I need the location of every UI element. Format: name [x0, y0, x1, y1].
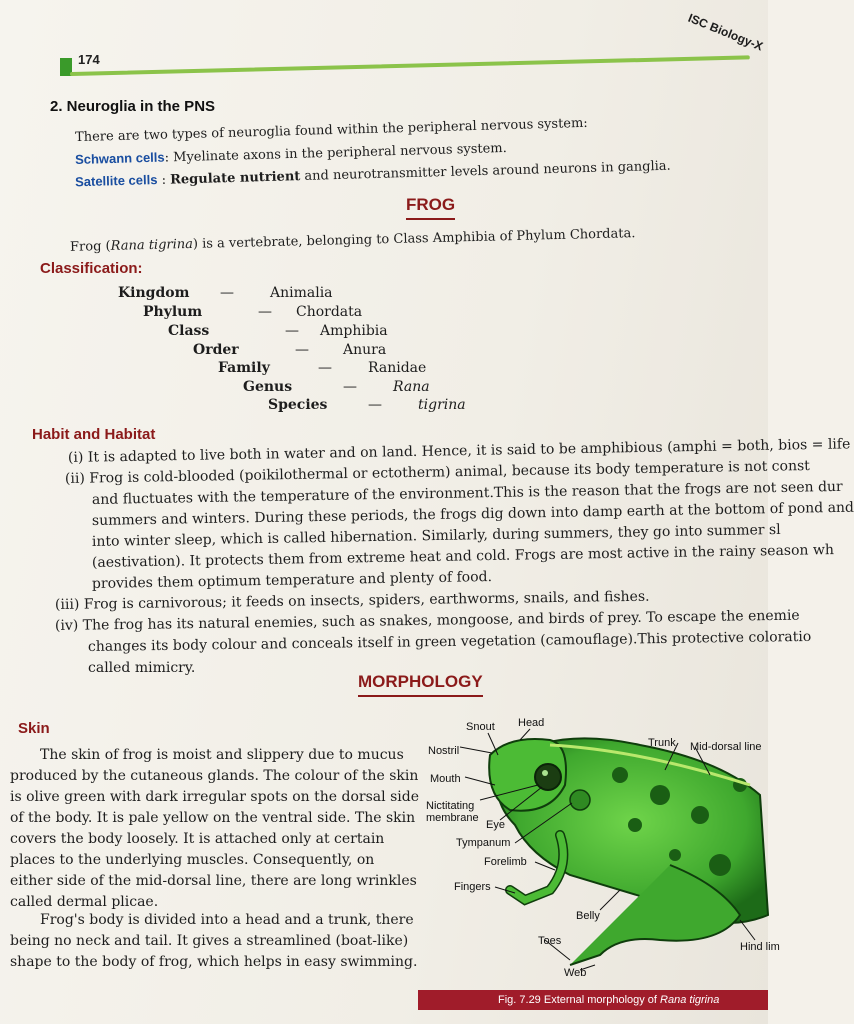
figure-caption — [418, 990, 768, 1010]
frog-intro-species: Rana tigrina — [110, 236, 194, 254]
habitat-line: (i) It is adapted to live both in water and on land. Hence, it is said to be amphibious (amphi = both, bios = life — [67, 436, 851, 466]
classification-row — [143, 304, 363, 320]
rank-label: Family — [218, 360, 270, 376]
rank-label: Order — [193, 342, 239, 358]
dash: — — [368, 397, 382, 413]
rank-value: Amphibia — [320, 323, 388, 339]
rank-label: Genus — [243, 379, 293, 395]
classification-row — [118, 285, 333, 301]
habitat-line: changes its body colour and conceals itself in green vegetation (camouflage).This protective coloratio — [87, 628, 812, 655]
frog-illustration — [420, 715, 768, 985]
frog-title: FROG — [406, 195, 455, 220]
classification-row — [218, 360, 427, 376]
label-web: Web — [564, 967, 587, 979]
habitat-line: summers and winters. During these periods, the frogs dig down into damp earth at the bottom of pond and — [91, 499, 854, 529]
rank-label: Phylum — [143, 304, 203, 320]
dash: — — [343, 379, 357, 395]
frog-figure — [420, 715, 780, 1005]
dash: — — [285, 323, 299, 339]
label-snout: Snout — [466, 721, 495, 733]
neuroglia-heading: 2. Neuroglia in the PNS — [50, 98, 216, 115]
label-mid-dorsal-line: Mid-dorsal line — [690, 741, 762, 753]
frog-intro — [70, 225, 636, 256]
label-belly: Belly — [576, 910, 600, 922]
skin-paragraph: The skin of frog is moist and slippery due to mucus produced by the cutaneous glands. The colour of the skin is olive green with dark irregular spots on the dorsal side of the body. It is pale yellow on the ventral side. The skin covers the body loosely. It is attached only at certain places to the underlying muscles. Consequently, on either side of the mid-dorsal line, there are long wrinkles called dermal plicae. — [10, 747, 419, 910]
frog-intro-pre: Frog ( — [69, 238, 111, 255]
dash: — — [318, 360, 332, 376]
caption-text: Fig. 7.29 External morphology of — [498, 994, 661, 1006]
classification-row — [243, 379, 430, 395]
label-membrane: membrane — [426, 812, 479, 824]
schwann-text: : Myelinate axons in the peripheral nervous system. — [164, 140, 507, 166]
label-eye: Eye — [486, 819, 505, 831]
morphology-title: MORPHOLOGY — [358, 672, 483, 697]
habitat-line: and fluctuates with the temperature of the environment.This is the reason that the frogs are not seen dur — [91, 478, 843, 508]
habitat-line: (iv) The frog has its natural enemies, such as snakes, mongoose, and birds of prey. To escape the enemie — [54, 607, 800, 634]
label-nictitating: Nictitating — [426, 800, 475, 812]
rank-value: Animalia — [270, 285, 333, 301]
satellite-bold: Regulate nutrient — [169, 169, 301, 188]
body-division-paragraph: Frog's body is divided into a head and a trunk, there being no neck and tail. It gives a streamlined (boat-like) shape to the body of frog, which helps in easy swimming. — [10, 912, 418, 970]
satellite-sep: : — [157, 172, 171, 189]
rank-label: Kingdom — [118, 285, 190, 301]
book-title: ISC Biology-X — [685, 10, 765, 54]
habitat-line: (iii) Frog is carnivorous; it feeds on insects, spiders, earthworms, snails, and fishes. — [54, 588, 650, 613]
page-number: 174 — [78, 52, 100, 67]
classification-row — [168, 323, 388, 339]
dash: — — [258, 304, 272, 320]
label-trunk: Trunk — [648, 737, 676, 749]
habitat-line: into winter sleep, which is called hibernation. Similarly, during summers, they go into summer sl — [91, 521, 781, 550]
rank-value: Rana — [393, 379, 430, 395]
rank-value: tigrina — [418, 397, 466, 413]
habitat-line: (aestivation). It protects them from extreme heat and cold. Frogs are most active in the rainy season wh — [91, 542, 835, 571]
schwann-term: Schwann cells — [74, 149, 165, 168]
label-toes: Toes — [538, 935, 562, 947]
habitat-line: (ii) Frog is cold-blooded (poikilothermal or ectotherm) animal, because its body temperature is not const — [64, 458, 810, 487]
label-head: Head — [518, 717, 545, 729]
label-hind-limb: Hind lim — [740, 941, 780, 953]
label-mouth: Mouth — [430, 773, 461, 785]
rank-label: Class — [168, 323, 210, 339]
neuroglia-intro: There are two types of neuroglia found within the peripheral nervous system: — [74, 115, 588, 146]
header-rule — [70, 55, 750, 76]
rank-value: Chordata — [296, 304, 363, 320]
habitat-line: called mimicry. — [88, 660, 196, 676]
skin-heading: Skin — [18, 720, 50, 737]
classification-heading: Classification: — [40, 260, 143, 277]
rank-label: Species — [268, 397, 328, 413]
label-fingers: Fingers — [454, 881, 491, 893]
rank-value: Anura — [343, 342, 387, 358]
classification-row — [193, 342, 387, 358]
label-tympanum: Tympanum — [456, 837, 511, 849]
label-forelimb: Forelimb — [484, 856, 527, 868]
satellite-text: and neurotransmitter levels around neurons in ganglia. — [300, 158, 671, 185]
satellite-term: Satellite cells — [74, 172, 158, 190]
habitat-line: provides them optimum temperature and plenty of food. — [91, 569, 493, 592]
rank-value: Ranidae — [368, 360, 427, 376]
classification-row — [268, 397, 466, 413]
dash: — — [295, 342, 309, 358]
habitat-heading: Habit and Habitat — [32, 426, 156, 443]
caption-species: Rana tigrina — [660, 994, 720, 1006]
label-nostril: Nostril — [428, 745, 460, 757]
frog-intro-post: ) is a vertebrate, belonging to Class Amphibia of Phylum Chordata. — [192, 226, 636, 252]
dash: — — [220, 285, 234, 301]
